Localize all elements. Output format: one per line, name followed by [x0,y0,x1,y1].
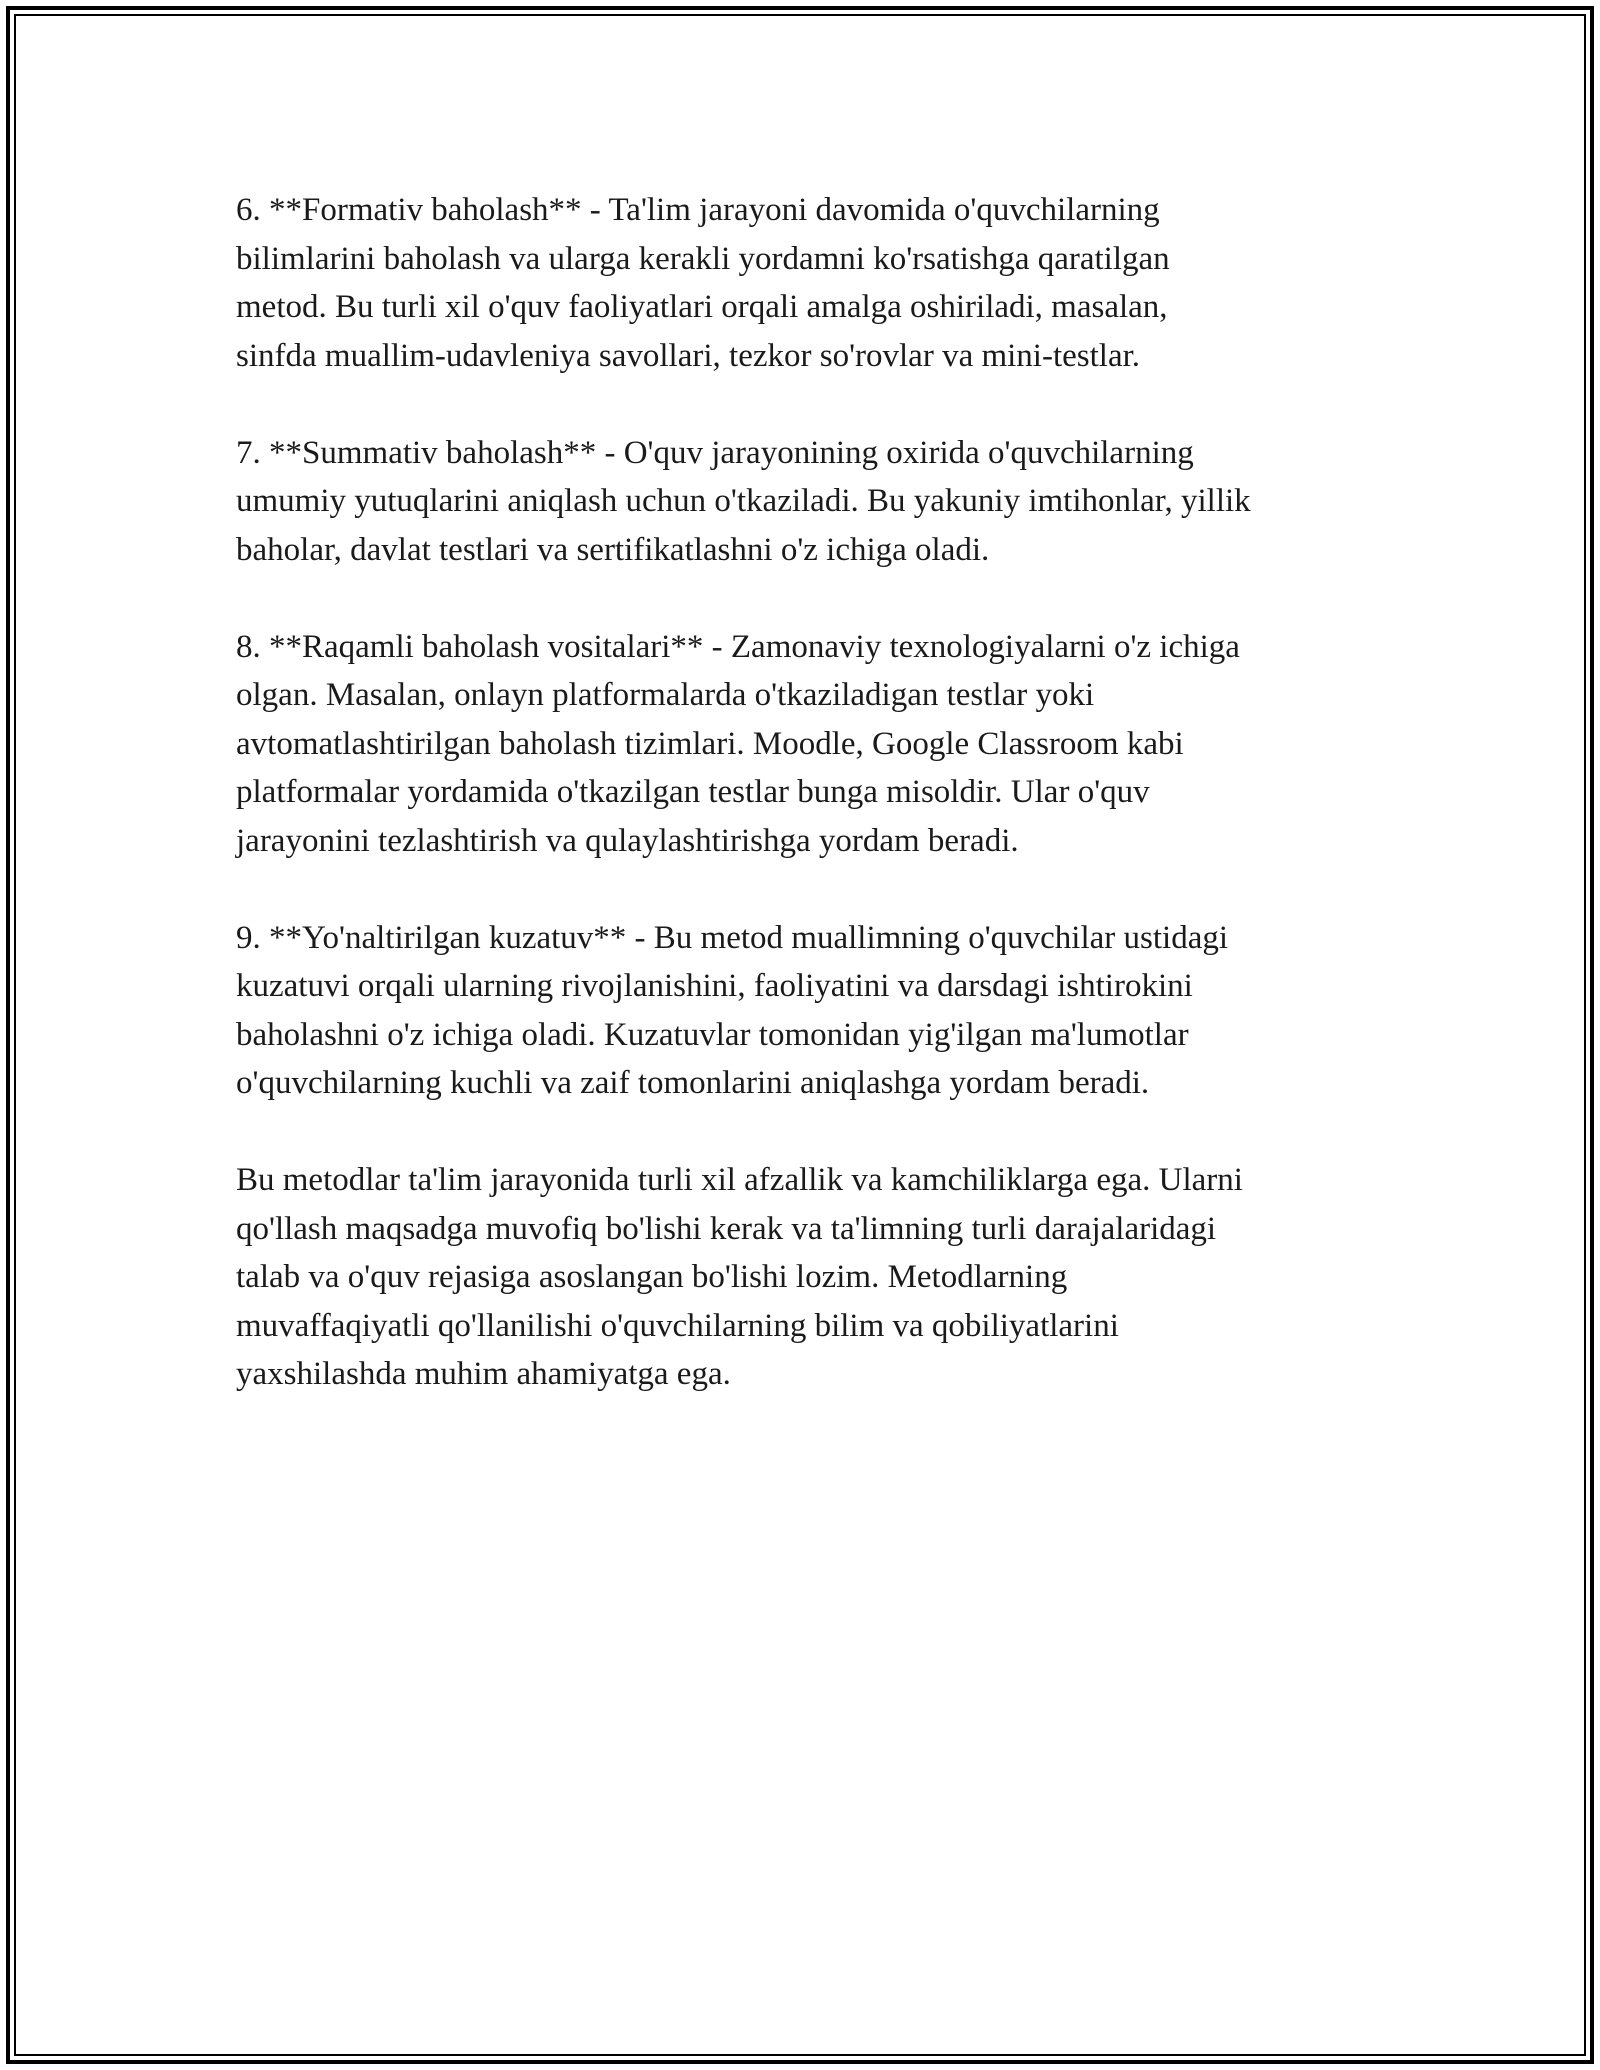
paragraph-yonaltirilgan-kuzatuv: 9. **Yo'naltirilgan kuzatuv** - Bu metod muallimning o'quvchilar ustidagi kuzatuvi orqali ularning rivojlanishini, faoliyatini va darsdagi ishtirokini baholashni o'z ichiga oladi. Kuzatuvlar tomonidan yig'ilgan ma'lumotlar o'quvchilarning kuchli va zaif tomonlarini aniqlashga yordam beradi. [236,919,1229,1101]
paragraph-raqamli-baholash-vositalari: 8. **Raqamli baholash vositalari** - Zamonaviy texnologiyalarni o'z ichiga olgan. Masalan, onlayn platformalarda o'tkaziladigan testlar yoki avtomatlashtirilgan baholash tizimlari. Moodle, Google Classroom kabi platformalar yordamida o'tkazilgan testlar bunga misoldir. Ular o'quv jarayonini tezlashtirish va qulaylashtirishga yordam beradi. [236,628,1240,859]
paragraph-summativ-baholash: 7. **Summativ baholash** - O'quv jarayonining oxirida o'quvchilarning umumiy yutuqlarini aniqlash uchun o'tkaziladi. Bu yakuniy imtihonlar, yillik baholar, davlat testlari va sertifikatlashni o'z ichiga oladi. [236,434,1251,568]
paragraph-formativ-baholash: 6. **Formativ baholash** - Ta'lim jarayoni davomida o'quvchilarning bilimlarini baholash va ularga kerakli yordamni ko'rsatishga qaratilgan metod. Bu turli xil o'quv faoliyatlari orqali amalga oshiriladi, masalan, sinfda muallim-udavleniya savollari, tezkor so'rovlar va mini-testlar. [236,192,1170,374]
paragraph-conclusion: Bu metodlar ta'lim jarayonida turli xil afzallik va kamchiliklarga ega. Ularni qo'llash maqsadga muvofiq bo'lishi kerak va ta'limning turli darajalaridagi talab va o'quv rejasiga asoslangan bo'lishi lozim. Metodlarning muvaffaqiyatli qo'llanilishi o'quvchilarning bilim va qobiliyatlarini yaxshilashda muhim ahamiyatga ega. [236,1162,1243,1392]
document-body [236,186,1384,1447]
